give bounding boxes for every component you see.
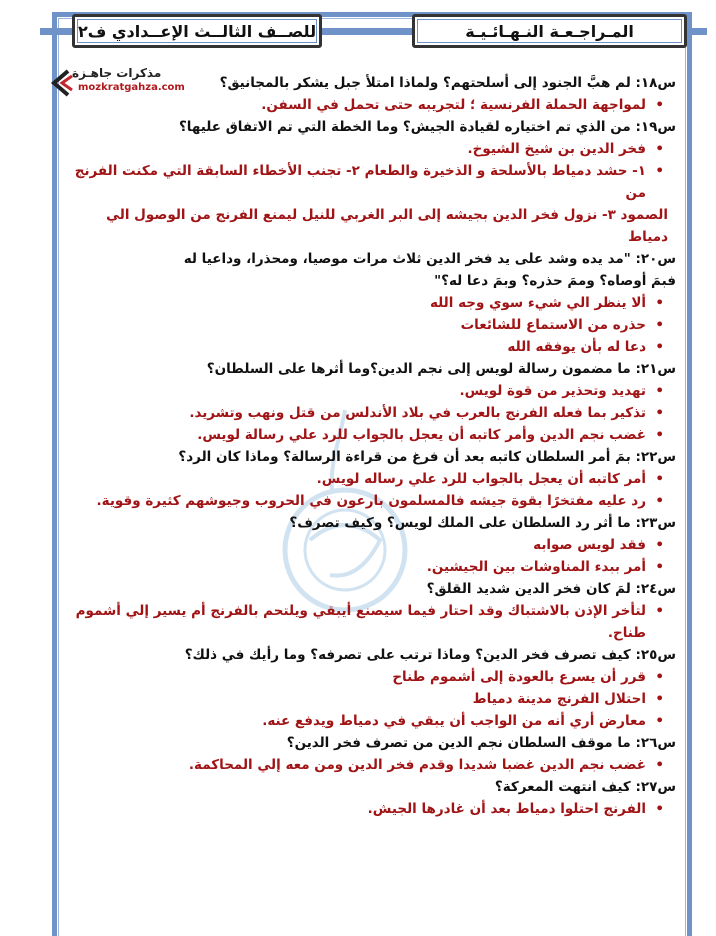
answer-item: • أمر ببدء المناوشات بين الجيشين.: [64, 556, 676, 578]
question-line: س٢٥: كيف تصرف فخر الدين؟ وماذا ترتب على تصرفه؟ وما رأيك في ذلك؟: [184, 647, 676, 663]
question-line: س٢١: ما مضمون رسالة لويس إلى نجم الدين؟وما أثرها على السلطان؟: [206, 361, 676, 377]
answer-item: • لتأخر الإذن بالاشتباك وقد احتار فيما سيصنع أيبقي ويلتحم بالفرنج أم يسير إلي أشموم طناح.: [64, 600, 676, 644]
answer-item: • رد عليه مفتخرًا بقوة جيشه فالمسلمون بارعون في الحروب وجيوشهم كثيرة وقوية.: [64, 490, 676, 512]
answer-item: • غضب نجم الدين وأمر كاتبه أن يعجل بالجواب للرد علي رسالة لويس.: [64, 424, 676, 446]
header-connector-middle: [322, 28, 412, 35]
answer-item: • تذكير بما فعله الفرنج بالعرب في بلاد الأندلس من قتل ونهب وتشريد.: [64, 402, 676, 424]
answer-item: • لمواجهة الحملة الفرنسية ؛ لتجريبه حتى تحمل في السفن.: [64, 94, 676, 116]
header-grade: للصــف الثالــث الإعــدادي ف٢: [77, 21, 317, 41]
answer-item: • دعا له بأن يوفقه الله: [64, 336, 676, 358]
question-line: س٢٧: كيف انتهت المعركة؟: [494, 779, 676, 795]
header-grade-box: [72, 14, 322, 48]
answer-item: • غضب نجم الدين غضبا شديدا وقدم فخر الدين ومن معه إلي المحاكمة.: [64, 754, 676, 776]
answer-item: • الفرنج احتلوا دمياط بعد أن غادرها الجيش.: [64, 798, 676, 820]
answer-item: • فخر الدين بن شيخ الشيوخ.: [64, 138, 676, 160]
answer-item: • معارض أري أنه من الواجب أن يبقي في دمياط ويدفع عنه.: [64, 710, 676, 732]
header-connector-left: [40, 28, 72, 35]
question-line: فبمَ أوصاه؟ وممَ حذره؟ وبمَ دعا له؟": [434, 273, 676, 289]
question-line: س٢٠: "مد يده وشد على يد فخر الدين ثلاث مرات موصيا، ومحذرا، وداعيا له: [183, 251, 676, 267]
question-line: س٢٤: لمَ كان فخر الدين شديد القلق؟: [426, 581, 676, 597]
answer-continuation: الصمود ٣- نزول فخر الدين بجيشه إلى البر الغربي للنيل ليمنع الفرنج من الوصول الي دمياط: [106, 207, 668, 245]
question-line: س١٩: من الذي تم اختياره لقيادة الجيش؟ وما الخطة التي تم الاتفاق عليها؟: [178, 119, 676, 135]
logo-arabic-text: مذكرات جاهـزة: [72, 66, 162, 80]
answer-item: • حذره من الاستماع للشائعات: [64, 314, 676, 336]
question-line: س٢٢: بمَ أمر السلطان كاتبه بعد أن فرغ من قراءة الرسالة؟ وماذا كان الرد؟: [178, 449, 676, 465]
answer-item: • قرر أن يسرع بالعودة إلى أشموم طناح: [64, 666, 676, 688]
review-content: [64, 72, 676, 820]
answer-item: • احتلال الفرنج مدينة دمياط: [64, 688, 676, 710]
question-line: س٢٦: ما موقف السلطان نجم الدين من تصرف فخر الدين؟: [286, 735, 676, 751]
answer-item: • تهديد وتحذير من قوة لويس.: [64, 380, 676, 402]
question-line: س١٨: لم هبَّ الجنود إلى أسلحتهم؟ ولماذا امتلأ جبل يشكر بالمجانيق؟: [219, 75, 676, 91]
answer-item: • أمر كاتبه أن يعجل بالجواب للرد علي رساله لويس.: [64, 468, 676, 490]
header-title: المـراجـعـة النـهـائـيـة: [465, 21, 634, 41]
header-connector-right: [687, 28, 707, 35]
answer-item: • ١- حشد دمياط بالأسلحة و الذخيرة والطعام ٢- تجنب الأخطاء السابقة التي مكنت الفرنج من: [64, 160, 676, 204]
question-line: س٢٣: ما أثر رد السلطان على الملك لويس؟ وكيف تصرف؟: [289, 515, 676, 531]
answer-item: • ألا ينظر الي شيء سوي وجه الله: [64, 292, 676, 314]
answer-item: • فقد لويس صوابه: [64, 534, 676, 556]
logo-latin-text: mozkratgahza.com: [78, 82, 185, 93]
header-title-box: [412, 14, 687, 48]
